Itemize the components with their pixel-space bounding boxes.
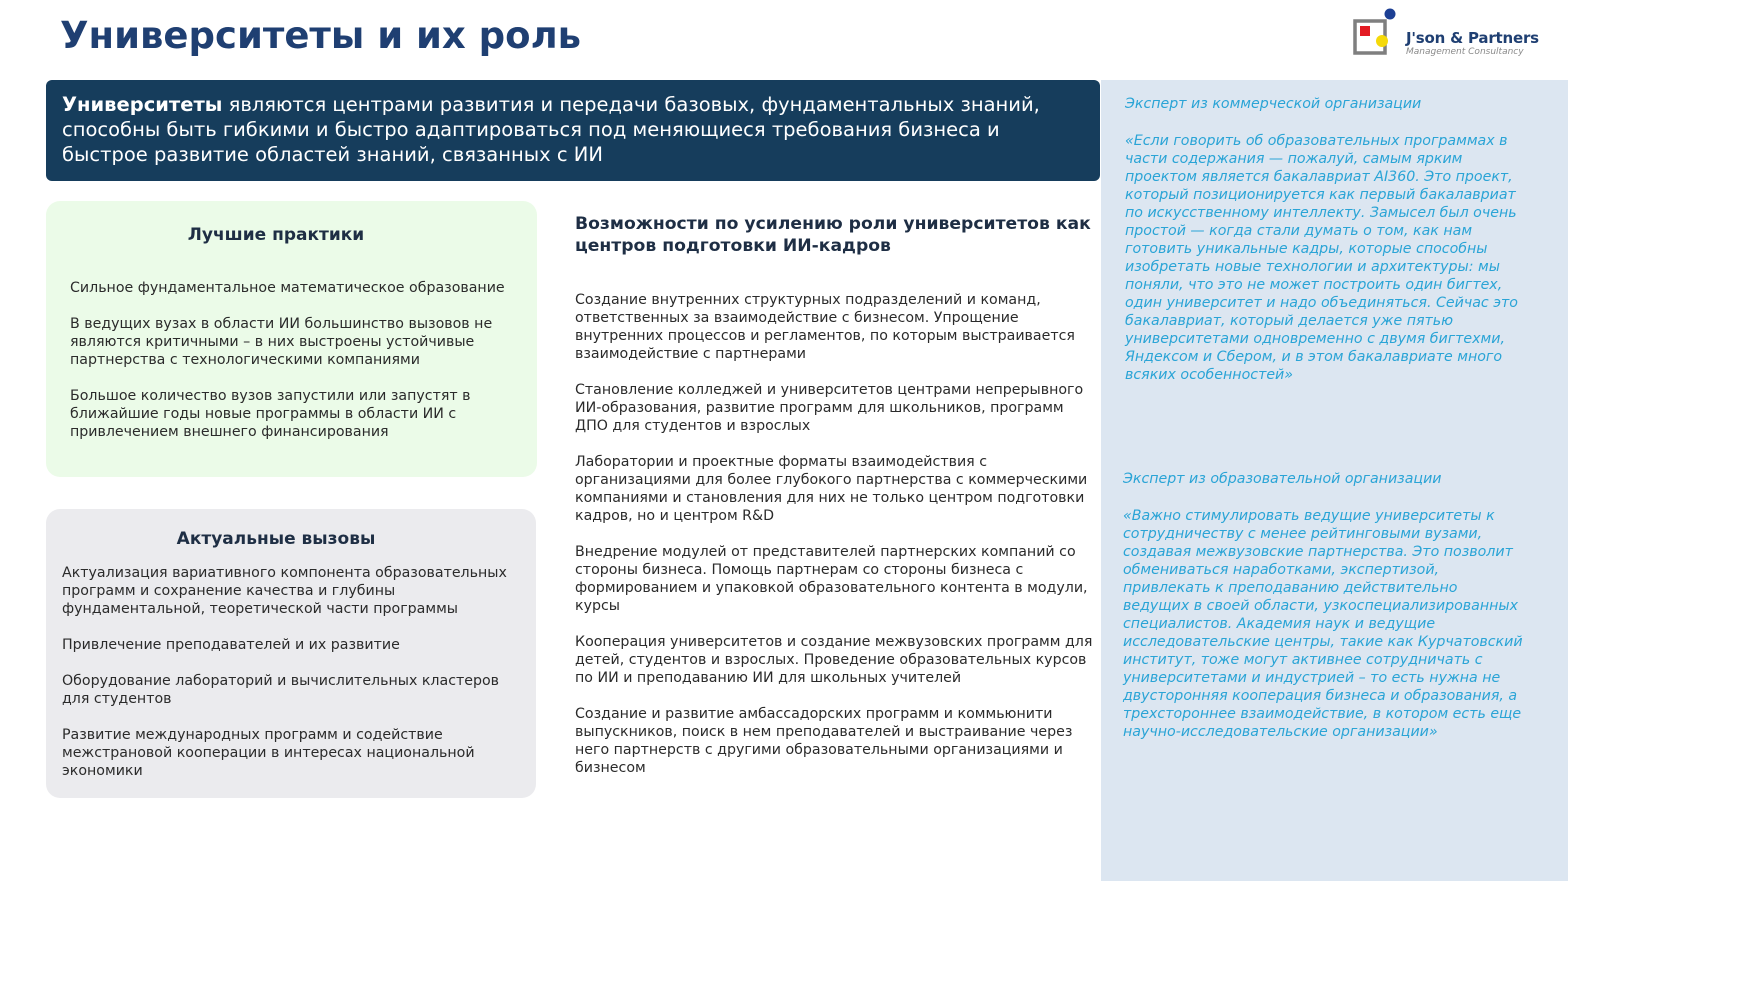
challenges-title: Актуальные вызовы	[176, 529, 376, 549]
challenges-list	[62, 564, 528, 798]
best-practice-item: Большое количество вузов запустили или запустят в ближайшие годы новые программы в области ИИ с привлечением внешнего финансирования	[70, 388, 471, 440]
banner-lead: Университеты	[62, 93, 223, 116]
challenge-item: Оборудование лабораторий и вычислительных кластеров для студентов	[62, 673, 500, 707]
best-practice-item: Сильное фундаментальное математическое образование	[70, 280, 505, 296]
expert-quotes-panel	[1101, 80, 1568, 881]
best-practices-card	[46, 201, 537, 477]
challenges-card	[46, 509, 536, 798]
quote-source: Эксперт из образовательной организации	[1123, 471, 1442, 487]
challenge-item: Актуализация вариативного компонента образовательных программ и сохранение качества и глубины фундаментальной, теоретической части программы	[62, 565, 507, 617]
challenge-item: Привлечение преподавателей и их развитие	[62, 637, 400, 653]
logo-subtitle: Management Consultancy	[1406, 47, 1524, 57]
logo-name: J'son & Partners	[1406, 29, 1539, 47]
opportunity-item: Создание внутренних структурных подразделений и команд, ответственных за взаимодействие с бизнесом. Упрощение внутренних процессов и регламентов, по которым выстраивается взаимодействие с партнерами	[575, 292, 1075, 362]
banner-text: являются центрами развития и передачи базовых, фундаментальных знаний, способны быть гибкими и быстро адаптироваться под меняющиеся требования бизнеса и быстрое развитие областей знаний, связанных с ИИ	[62, 93, 1040, 166]
opportunity-item: Лаборатории и проектные форматы взаимодействия с организациями для более глубокого партнерства с коммерческими компаниями и становления для них не только центром подготовки кадров, но и центром R&D	[575, 454, 1088, 524]
challenge-item: Развитие международных программ и содействие межстрановой кооперации в интересах национальной экономики	[62, 727, 475, 779]
best-practice-item: В ведущих вузах в области ИИ большинство вызовов не являются критичными – в них выстроены устойчивые партнерства с технологическими компаниями	[70, 316, 493, 368]
quote-source: Эксперт из коммерческой организации	[1125, 96, 1422, 112]
page-title: Университеты и их роль	[60, 14, 582, 57]
opportunity-item: Создание и развитие амбассадорских программ и коммьюнити выпускников, поиск в нем преподавателей и выстраивание через него партнерств с другими образовательными организациями и бизнесом	[575, 706, 1073, 776]
company-logo	[1352, 8, 1548, 60]
key-message-banner	[46, 80, 1100, 181]
logo-mark-icon	[1352, 8, 1404, 60]
quote-text: «Если говорить об образовательных программах в части содержания — пожалуй, самым ярким проектом является бакалавриат AI360. Это проект, который позиционируется как первый бакалавриат по искусственному интеллекту. Замысел был очень простой — когда стали думать о том, как нам готовить уникальные кадры, которые способны изобретать новые технологии и архитектуры: мы поняли, что это не может построить один бигтех, один университет и надо объединяться. Сейчас это бакалавриат, который делается уже пятью университетами одновременно с двумя бигтехми, Яндексом и Сбером, и в этом бакалавриате много всяких особенностей»	[1125, 133, 1518, 383]
opportunity-item: Внедрение модулей от представителей партнерских компаний со стороны бизнеса. Помощь партнерам со стороны бизнеса с формированием и упаковкой образовательного контента в модули, курсы	[575, 544, 1088, 614]
opportunities-list	[575, 291, 1095, 795]
best-practices-list	[70, 279, 530, 459]
best-practices-title: Лучшие практики	[187, 225, 365, 245]
opportunity-item: Становление колледжей и университетов центрами непрерывного ИИ-образования, развитие программ для школьников, программ ДПО для студентов и взрослых	[575, 382, 1084, 434]
opportunities-title: Возможности по усилению роли университетов как центров подготовки ИИ-кадров	[575, 214, 1091, 256]
opportunity-item: Кооперация университетов и создание межвузовских программ для детей, студентов и взрослых. Проведение образовательных курсов по ИИ и преподаванию ИИ для школьных учителей	[575, 634, 1093, 686]
quote-text: «Важно стимулировать ведущие университеты к сотрудничеству с менее рейтинговыми вузами, создавая межвузовские партнерства. Это позволит обмениваться наработками, экспертизой, привлекать к преподаванию действительно ведущих в своей области, узкоспециализированных специалистов. Академия наук и ведущие исследовательские центры, такие как Курчатовский институт, тоже могут активнее сотрудничать с университетами и индустрией – то есть нужна не двусторонняя кооперация бизнеса и образования, а трехстороннее взаимодействие, в котором есть еще научно-исследовательские организации»	[1123, 508, 1523, 740]
